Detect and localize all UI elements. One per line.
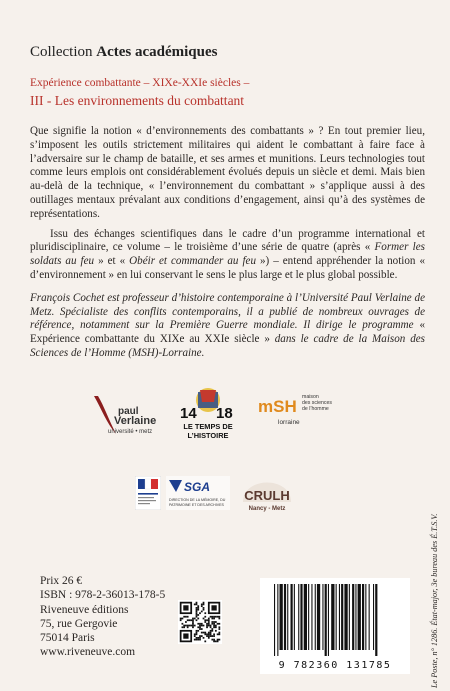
publisher-city: 75014 Paris (40, 632, 95, 645)
publisher-info (40, 574, 165, 660)
price: Prix 26 € (40, 575, 83, 587)
photo-credit: Le Poste, n° 1286. État-major, 3e bureau des É.T.S.V. (430, 513, 439, 688)
publisher-street: 75, rue Gergovie (40, 617, 118, 630)
sga-text2: PATRIMOINE ET DES ARCHIVES (169, 503, 224, 507)
barcode-number: 9 782360 131785 (278, 660, 392, 671)
temps-histoire-logo (178, 382, 238, 444)
msh-lorraine-logo (258, 388, 334, 434)
pv-line3: université • metz (108, 429, 153, 435)
sga-mark: SGA (184, 480, 211, 494)
p2-title-1: Former les soldats au feu (30, 241, 425, 268)
p2-part-c: » et « (98, 255, 126, 268)
collection-prefix: Collection (30, 44, 93, 60)
republique-francaise-logo (135, 476, 161, 510)
sga-logo (166, 476, 230, 510)
qr-code (178, 600, 222, 644)
th-year-left: 14 (180, 405, 197, 422)
th-year-right: 18 (216, 405, 233, 422)
crulh-logo (239, 468, 295, 516)
msh-mark: mSH (258, 397, 297, 416)
volume-subtitle: III - Les environnements du combattant (30, 93, 245, 108)
p2-part-a: Issu des échanges scientifiques dans le cadre d’un programme international et pluridisciplinaire, ce volume – le troisième d’une série de quatre (après « (30, 227, 425, 254)
th-line1: LE TEMPS DE (183, 422, 233, 431)
pv-line1: paul (118, 406, 139, 417)
bio-program: « Expérience combattante du XIXe au XXIe siècle » (30, 319, 426, 346)
pv-line2: Verlaine (114, 415, 157, 427)
p2-part-e: ») – entend appréhender la notion « d’environnement » en lui conservant le sens le plus large et le plus global possible. (30, 255, 425, 281)
msh-text2: des sciences (302, 400, 332, 406)
series-title: Expérience combattante – XIXe-XXIe siècles – (30, 77, 250, 89)
collection-name: Actes académiques (96, 44, 218, 60)
msh-text3: de l’homme (302, 406, 329, 412)
crulh-mark: CRULH (244, 488, 290, 503)
msh-text1: maison (302, 394, 319, 400)
bio-part-c: dans le cadre de la Maison des Sciences de l’Homme (MSH)-Lorraine. (30, 333, 425, 359)
th-line2: L’HISTOIRE (187, 431, 229, 440)
barcode-bars (260, 578, 410, 660)
bio-part-a: François Cochet est professeur d’histoire contemporaine à l’Université Paul Verlaine de Metz. Spécialiste des conflits contemporains, il a publié de nombreux ouvrages de référence, notamment sur la Première Guerre mondiale. Il dirige le programme (30, 291, 425, 332)
p2-title-2: Obéir et commander au feu (129, 255, 256, 268)
msh-region: lorraine (278, 419, 300, 426)
paul-verlaine-logo (88, 392, 160, 440)
publisher-website[interactable]: www.riveneuve.com (40, 646, 136, 659)
isbn: ISBN : 978-2-36013-178-5 (40, 589, 166, 602)
blurb-paragraph-1: Que signifie la notion « d’environnements des combattants » ? En tout premier lieu, s’imposent les outils strictement militaires qui aident le combattant à faire face à l’adversaire sur le champ de bataille, et ses armes et munitions. Leurs technologies tout comme leurs emplois ont considérablement évolués depuis un siècle et demi. Mais bien au-delà de la technique, « l’environnement du combattant » s’applique aussi à des outillages mentaux prévalant aux conditions d’engagement, ainsi qu’à des systèmes de représentations. (30, 125, 425, 220)
crulh-sub: Nancy - Metz (248, 506, 286, 512)
publisher-name: Riveneuve éditions (40, 603, 129, 616)
sga-text1: DIRECTION DE LA MÉMOIRE, DU (169, 498, 226, 502)
